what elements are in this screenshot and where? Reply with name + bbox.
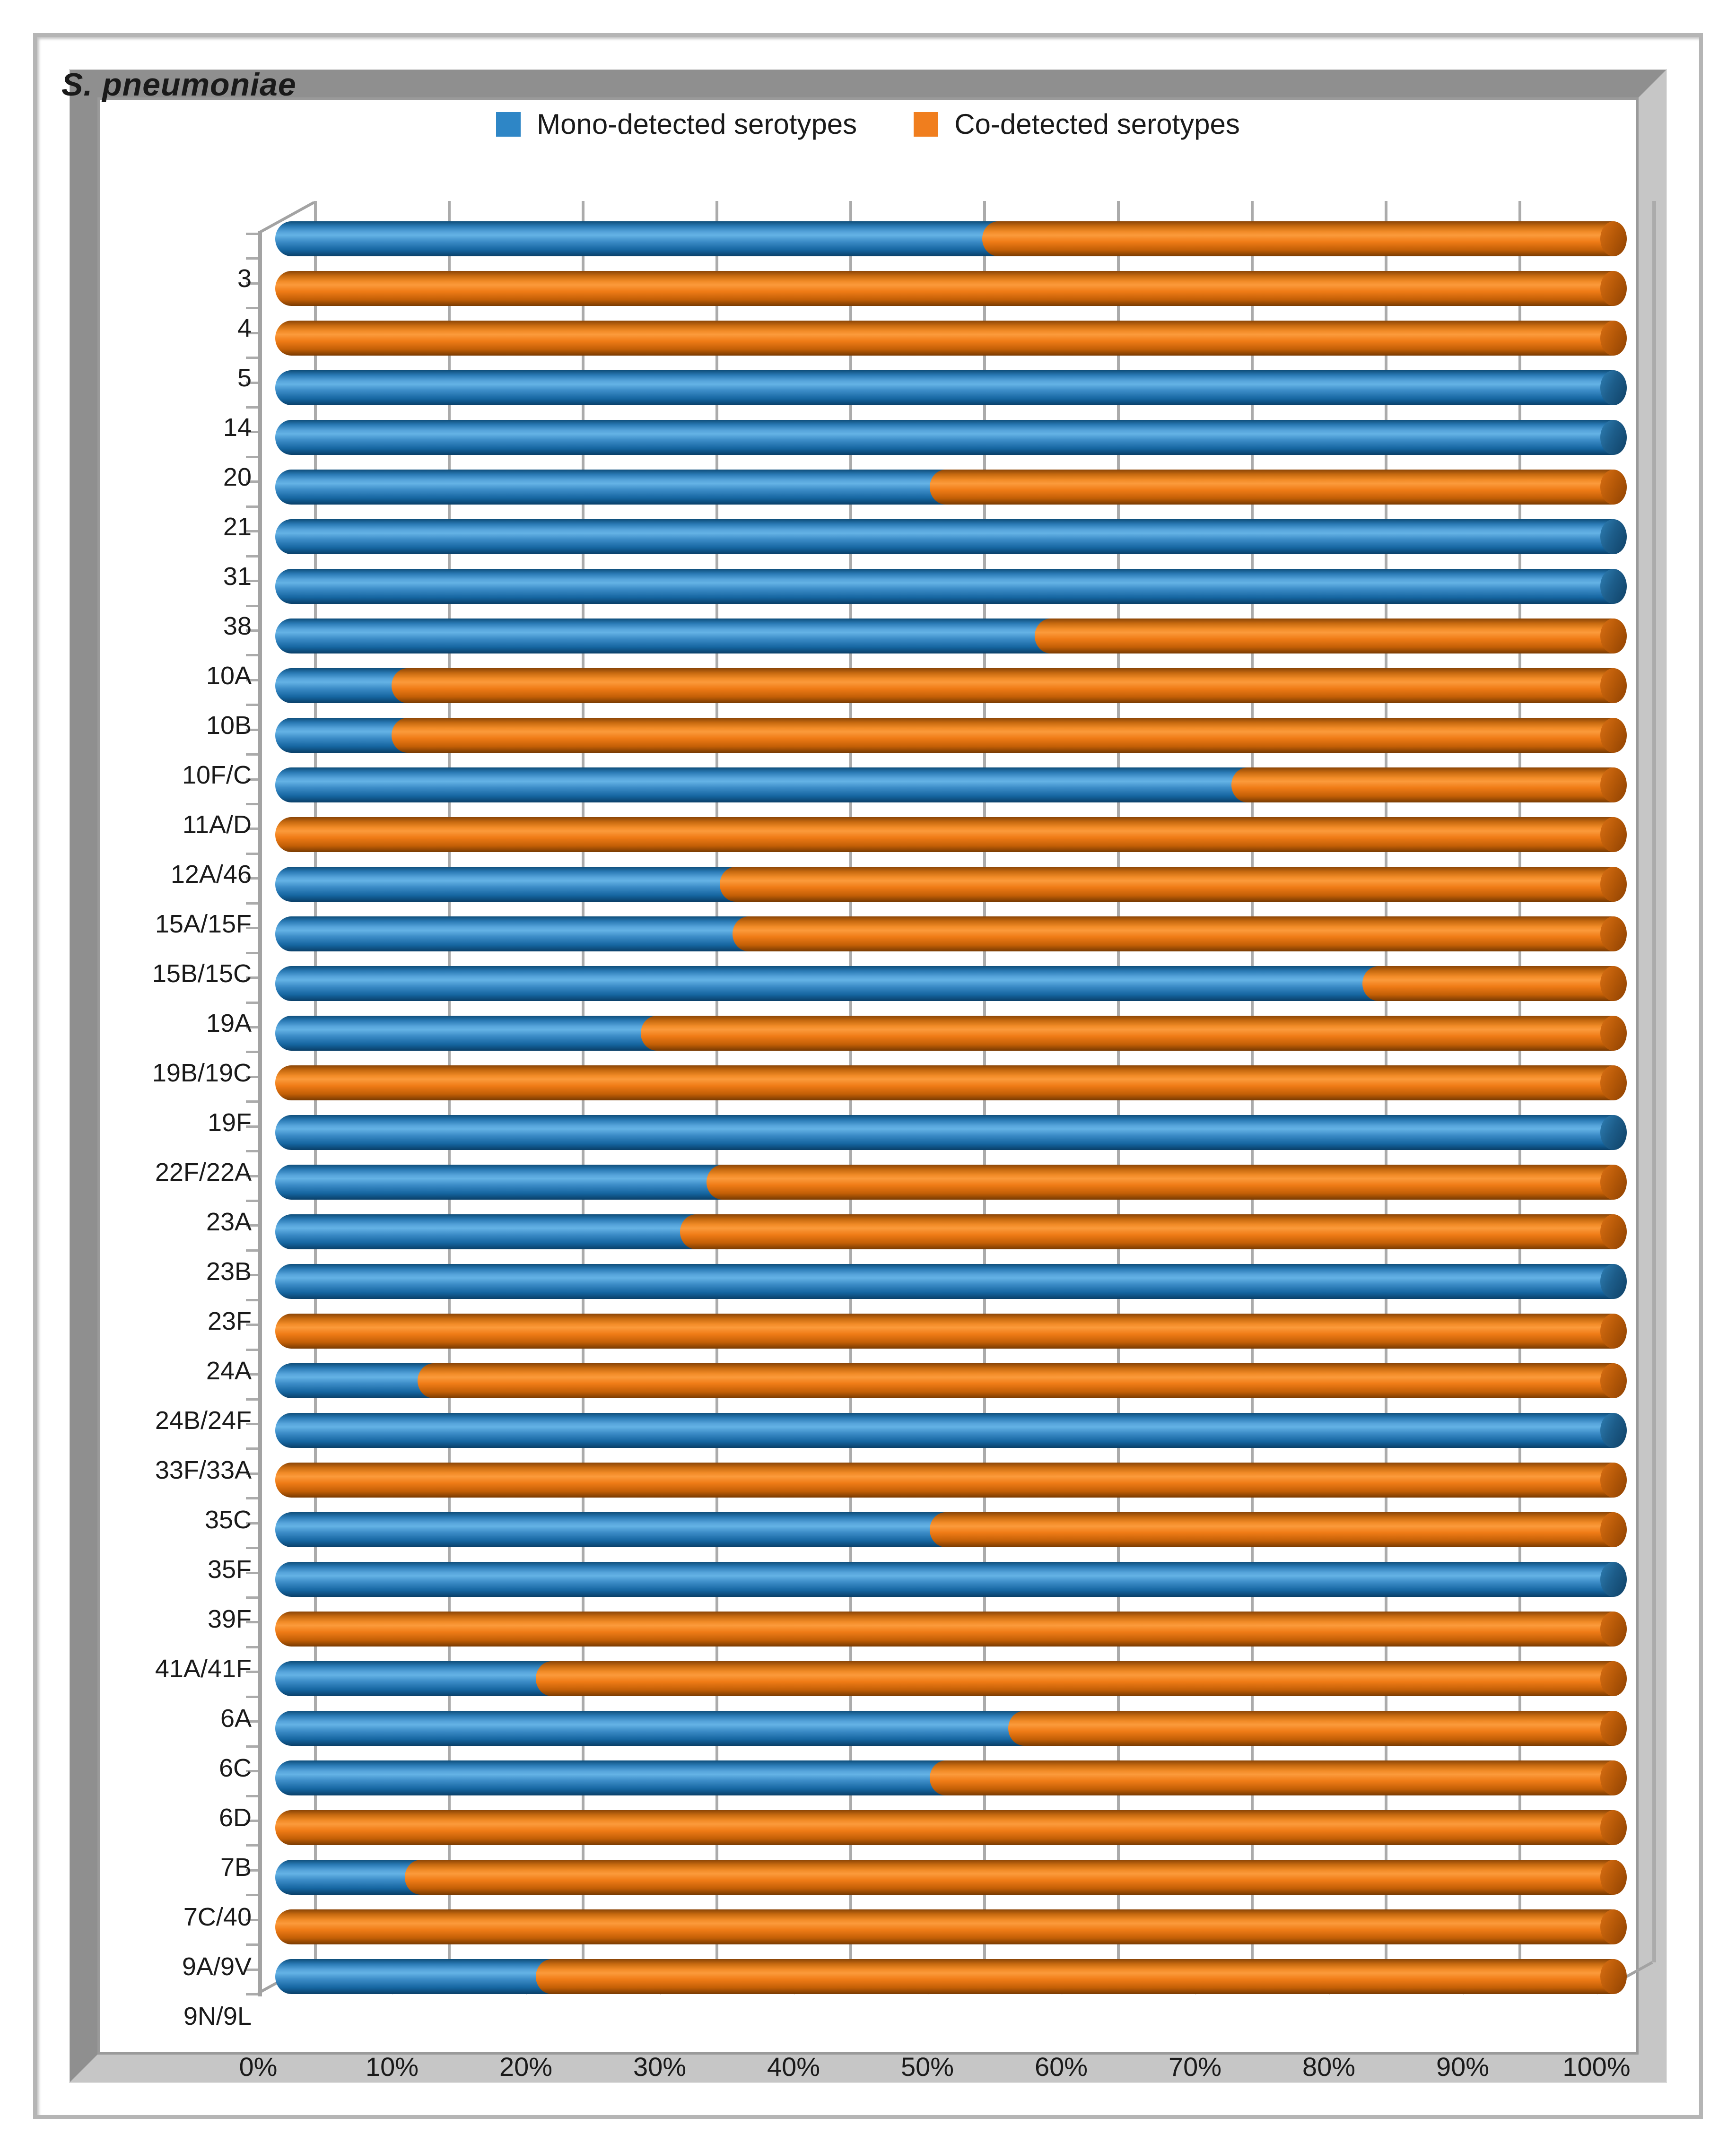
segment-mono-19A [275,966,1390,1001]
bar-row-35C [0,1463,1736,1498]
bar-row-10B [0,668,1736,703]
y-axis-tick [246,505,258,508]
bar-row-14 [0,370,1736,405]
category-label-33F/33A: 33F/33A [155,1456,252,1484]
bar-endcap-7C/40 [1600,1860,1627,1895]
segment-co-3 [982,221,1614,256]
bar-row-35F [0,1512,1736,1547]
segment-co-5 [275,321,1614,356]
x-axis-label-90%: 90% [1436,2052,1490,2082]
bar-row-10F/C [0,718,1736,753]
x-axis-label-40%: 40% [767,2052,820,2082]
category-label-11A/D: 11A/D [182,810,252,839]
bar-row-39F [0,1562,1736,1597]
bar-endcap-6A [1600,1661,1627,1696]
category-label-3: 3 [237,264,252,293]
bar-row-15B/15C [0,916,1736,951]
category-label-14: 14 [223,413,252,442]
bar-endcap-11A/D [1600,767,1627,802]
bar-endcap-7B [1600,1810,1627,1845]
segment-mono-11A/D [275,767,1259,802]
x-axis-label-60%: 60% [1034,2052,1088,2082]
bar-row-23A [0,1165,1736,1200]
category-label-21: 21 [223,513,252,541]
bar-endcap-24A [1600,1314,1627,1349]
bar-endcap-19A [1600,966,1627,1001]
segment-co-21 [930,470,1614,505]
y-axis-tick [246,307,258,309]
category-label-22F/22A: 22F/22A [155,1158,252,1186]
bar-row-9N/9L [0,1959,1736,1994]
x-axis-label-20%: 20% [499,2052,553,2082]
category-label-35F: 35F [207,1555,252,1584]
segment-co-9A/9V [275,1909,1614,1944]
bar-row-6C [0,1711,1736,1746]
category-label-6D: 6D [218,1803,252,1832]
segment-mono-22F/22A [275,1115,1614,1150]
bar-endcap-23B [1600,1214,1627,1249]
bar-endcap-23A [1600,1165,1627,1200]
bar-row-9A/9V [0,1909,1736,1944]
segment-co-9N/9L [536,1959,1614,1994]
bar-row-23F [0,1264,1736,1299]
segment-co-10A [1035,619,1614,653]
segment-co-19F [275,1065,1614,1100]
segment-co-10B [392,668,1614,703]
category-label-23F: 23F [207,1307,252,1335]
segment-mono-39F [275,1562,1614,1597]
y-axis-tick [246,952,258,954]
x-axis-label-50%: 50% [900,2052,954,2082]
segment-co-19A [1362,966,1614,1001]
bar-row-31 [0,519,1736,554]
category-label-9A/9V: 9A/9V [182,1952,252,1981]
bar-endcap-41A/41F [1600,1612,1627,1647]
bar-row-33F/33A [0,1413,1736,1448]
segment-co-35C [275,1463,1614,1498]
y-axis-tick [246,605,258,607]
y-axis-tick [246,803,258,805]
bar-endcap-23F [1600,1264,1627,1299]
segment-mono-35F [275,1512,957,1547]
segment-co-12A/46 [275,817,1614,852]
bar-row-6D [0,1760,1736,1795]
bar-endcap-24B/24F [1600,1363,1627,1398]
segment-co-24B/24F [418,1363,1614,1398]
bar-endcap-6C [1600,1711,1627,1746]
segment-mono-23A [275,1165,734,1200]
bar-row-21 [0,470,1736,505]
bar-endcap-6D [1600,1760,1627,1795]
segment-co-19B/19C [641,1016,1614,1051]
y-axis-tick [246,1150,258,1152]
x-axis-label-10%: 10% [365,2052,419,2082]
bar-endcap-39F [1600,1562,1627,1597]
bar-endcap-31 [1600,519,1627,554]
bar-row-12A/46 [0,817,1736,852]
segment-co-35F [930,1512,1614,1547]
bar-endcap-21 [1600,470,1627,505]
bar-row-3 [0,221,1736,256]
segment-co-4 [275,271,1614,306]
segment-mono-6A [275,1661,563,1696]
bar-row-19A [0,966,1736,1001]
category-label-4: 4 [237,314,252,342]
bar-row-5 [0,321,1736,356]
bar-row-23B [0,1214,1736,1249]
segment-mono-6D [275,1760,957,1795]
category-label-12A/46: 12A/46 [170,860,252,889]
y-axis-tick [246,1002,258,1004]
segment-co-7B [275,1810,1614,1845]
category-label-39F: 39F [207,1605,252,1633]
segment-co-11A/D [1231,767,1614,802]
bar-endcap-5 [1600,321,1627,356]
bar-row-7C/40 [0,1860,1736,1895]
segment-mono-21 [275,470,957,505]
segment-mono-10A [275,619,1062,653]
bar-row-41A/41F [0,1612,1736,1647]
bar-row-24B/24F [0,1363,1736,1398]
category-label-41A/41F: 41A/41F [155,1655,252,1683]
bar-endcap-14 [1600,370,1627,405]
segment-mono-38 [275,569,1614,604]
chart-title: S. pneumoniae [61,67,297,103]
x-axis-label-0%: 0% [239,2052,278,2082]
bar-row-15A/15F [0,867,1736,902]
bar-endcap-4 [1600,271,1627,306]
y-axis-tick [246,704,258,706]
category-label-24A: 24A [206,1357,252,1385]
category-label-9N/9L: 9N/9L [183,2002,252,2030]
bar-endcap-12A/46 [1600,817,1627,852]
x-axis-label-100%: 100% [1562,2052,1631,2082]
bar-row-10A [0,619,1736,653]
bar-endcap-15A/15F [1600,867,1627,902]
category-label-7C/40: 7C/40 [183,1903,252,1931]
category-label-23A: 23A [206,1208,252,1236]
category-label-38: 38 [223,612,252,640]
category-label-23B: 23B [206,1257,252,1286]
legend-label-mono: Mono-detected serotypes [537,108,857,140]
segment-mono-19B/19C [275,1016,668,1051]
y-axis-tick [246,1497,258,1499]
segment-co-23A [707,1165,1614,1200]
bar-endcap-22F/22A [1600,1115,1627,1150]
segment-co-15B/15C [733,916,1614,951]
bar-endcap-19B/19C [1600,1016,1627,1051]
y-axis-tick [246,1200,258,1202]
bar-row-6A [0,1661,1736,1696]
bar-endcap-33F/33A [1600,1413,1627,1448]
legend-label-co: Co-detected serotypes [954,108,1240,140]
segment-mono-33F/33A [275,1413,1614,1448]
category-label-19B/19C: 19B/19C [152,1059,252,1087]
bar-endcap-10A [1600,619,1627,653]
bar-row-24A [0,1314,1736,1349]
segment-mono-31 [275,519,1614,554]
segment-mono-14 [275,370,1614,405]
category-label-10F/C: 10F/C [182,761,252,789]
bar-endcap-9N/9L [1600,1959,1627,1994]
category-label-31: 31 [223,562,252,591]
bar-row-20 [0,420,1736,455]
segment-co-41A/41F [275,1612,1614,1647]
category-label-5: 5 [237,364,252,392]
bar-endcap-15B/15C [1600,916,1627,951]
y-axis-tick [246,357,258,359]
bar-endcap-10B [1600,668,1627,703]
y-axis-tick [246,1249,258,1252]
segment-mono-15B/15C [275,916,760,951]
segment-mono-6C [275,1711,1036,1746]
segment-mono-23F [275,1264,1614,1299]
x-axis-label-70%: 70% [1168,2052,1222,2082]
bar-endcap-20 [1600,420,1627,455]
y-axis-tick [246,456,258,458]
segment-co-6D [930,1760,1614,1795]
bar-endcap-35F [1600,1512,1627,1547]
y-axis-tick [246,257,258,260]
category-label-10B: 10B [206,711,252,740]
category-label-15A/15F: 15A/15F [155,910,252,938]
bar-row-22F/22A [0,1115,1736,1150]
y-axis-tick [246,1051,258,1053]
bar-row-11A/D [0,767,1736,802]
y-axis-tick [246,654,258,656]
bar-endcap-9A/9V [1600,1909,1627,1944]
category-label-7B: 7B [220,1853,252,1882]
y-axis-tick [246,1447,258,1450]
bar-row-7B [0,1810,1736,1845]
category-label-15B/15C: 15B/15C [152,959,252,988]
segment-mono-23B [275,1214,707,1249]
bar-endcap-35C [1600,1463,1627,1498]
bar-endcap-3 [1600,221,1627,256]
segment-co-10F/C [392,718,1614,753]
y-axis-tick [246,902,258,905]
bar-row-19F [0,1065,1736,1100]
segment-mono-15A/15F [275,867,747,902]
y-axis-tick [246,753,258,756]
category-label-24B/24F: 24B/24F [155,1406,252,1435]
segment-mono-3 [275,221,1010,256]
y-axis-tick [246,1100,258,1103]
y-axis-tick [246,1349,258,1351]
y-axis-tick [246,1398,258,1401]
segment-co-6A [536,1661,1614,1696]
bar-endcap-38 [1600,569,1627,604]
bar-endcap-19F [1600,1065,1627,1100]
segment-co-6C [1008,1711,1614,1746]
bar-row-38 [0,569,1736,604]
y-axis-tick [246,1299,258,1301]
category-label-20: 20 [223,463,252,491]
category-label-6C: 6C [218,1754,252,1782]
segment-co-7C/40 [405,1860,1614,1895]
category-label-10A: 10A [206,662,252,690]
x-axis-label-30%: 30% [633,2052,687,2082]
segment-co-15A/15F [720,867,1614,902]
category-label-19A: 19A [206,1009,252,1037]
category-label-19F: 19F [207,1108,252,1137]
segment-co-23B [680,1214,1614,1249]
category-label-6A: 6A [220,1704,252,1733]
y-axis-tick [246,406,258,409]
segment-mono-20 [275,420,1614,455]
y-axis-tick [246,853,258,855]
segment-mono-9N/9L [275,1959,563,1994]
bar-row-19B/19C [0,1016,1736,1051]
bar-endcap-10F/C [1600,718,1627,753]
bar-row-4 [0,271,1736,306]
y-axis-tick [246,555,258,558]
x-axis-label-80%: 80% [1302,2052,1356,2082]
category-label-35C: 35C [204,1506,252,1534]
segment-co-24A [275,1314,1614,1349]
